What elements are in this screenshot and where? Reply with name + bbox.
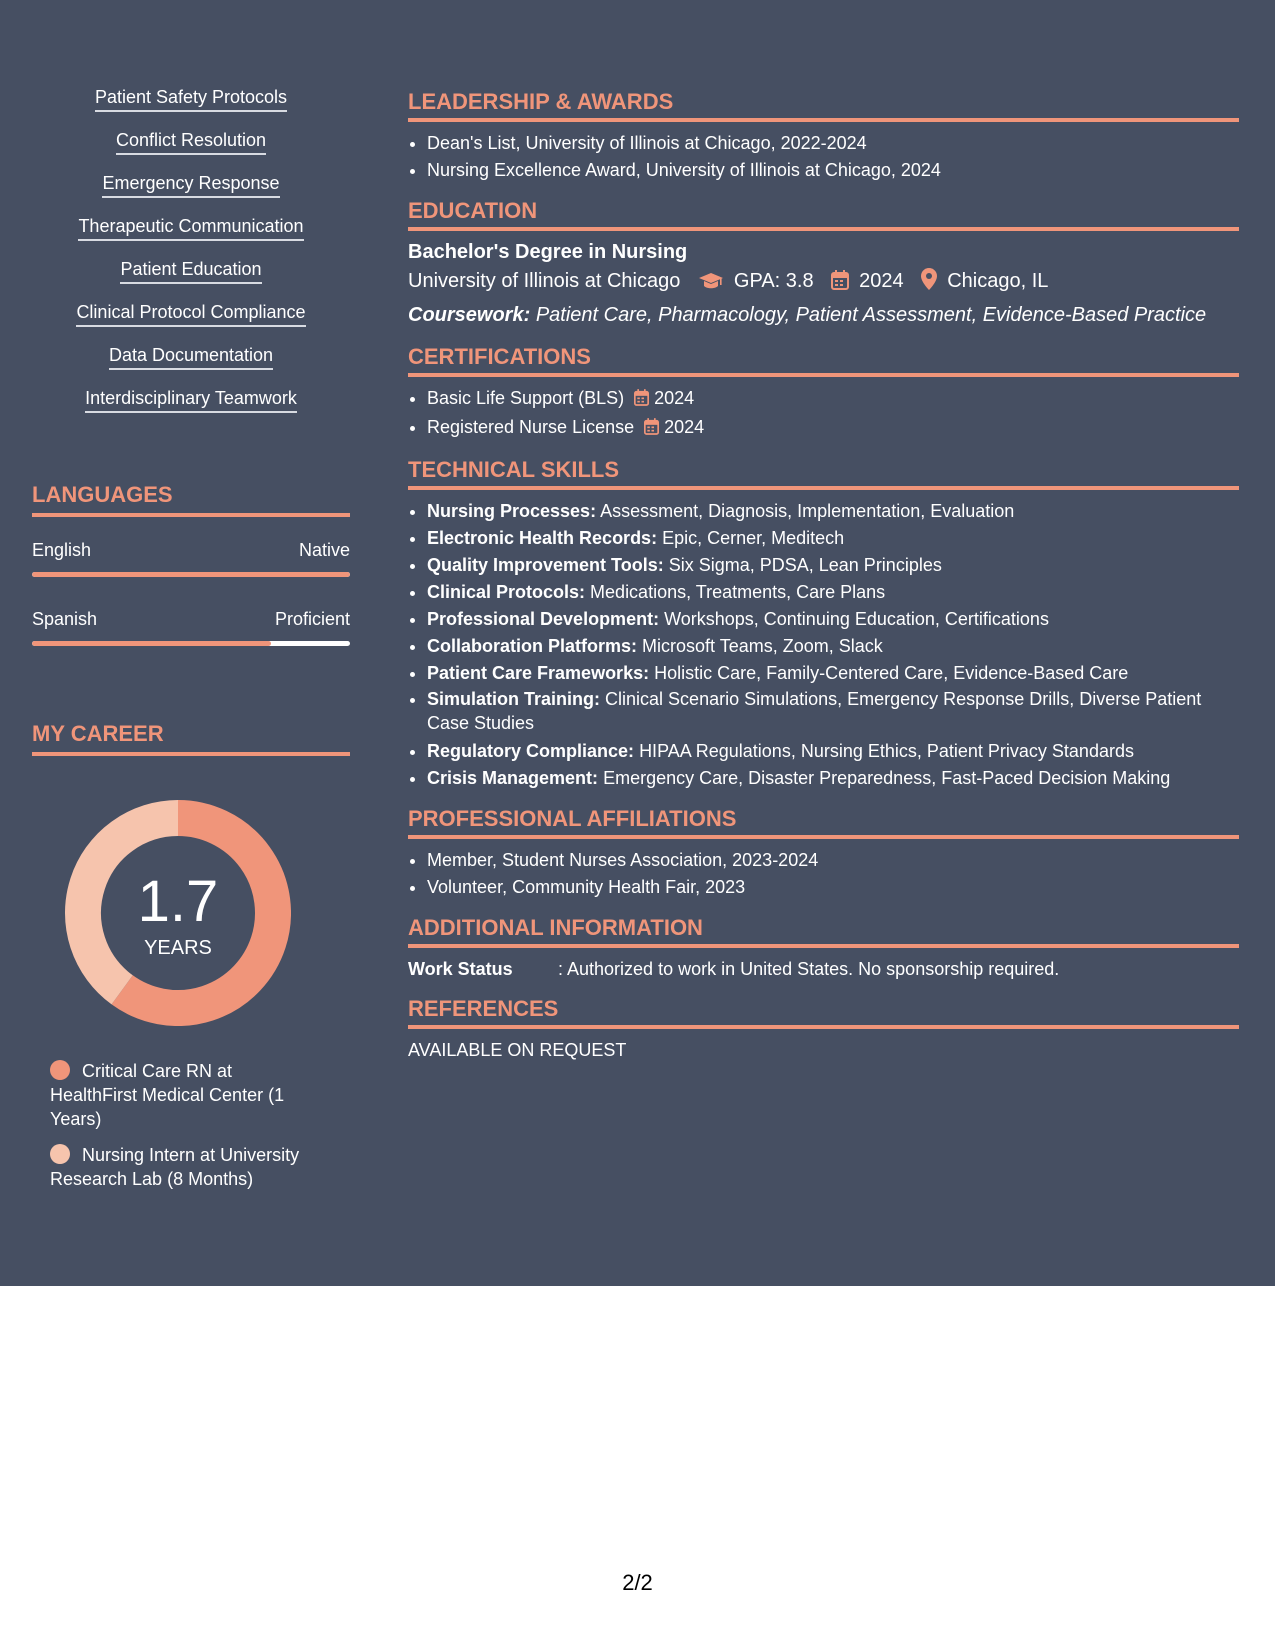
legend-dot: [50, 1144, 70, 1164]
certification-name: Registered Nurse License: [427, 417, 635, 437]
skill-item: [427, 765, 1239, 792]
strength-item: Conflict Resolution: [116, 129, 266, 155]
skill-value: Six Sigma, PDSA, Lean Principles: [668, 555, 942, 575]
skill-value: Medications, Treatments, Care Plans: [590, 582, 886, 602]
skill-value: Assessment, Diagnosis, Implementation, Evaluation: [600, 501, 1015, 521]
language-bar-fill: [32, 641, 271, 646]
work-status-value: : Authorized to work in United States. No sponsorship required.: [558, 959, 1060, 979]
page-number: 2/2: [622, 1570, 653, 1595]
degree-title: Bachelor's Degree in Nursing: [408, 241, 688, 263]
education-details: [408, 265, 1239, 300]
references-section: [408, 995, 1239, 1063]
strengths-list: [32, 86, 350, 430]
skill-value: Workshops, Continuing Education, Certifications: [664, 609, 1049, 629]
language-level: Native: [298, 540, 350, 560]
skill-label: Crisis Management:: [427, 768, 599, 788]
strength-item: Therapeutic Communication: [78, 215, 303, 241]
career-unit: YEARS: [144, 937, 212, 959]
main-column: [408, 88, 1239, 1076]
list-item: • Dean's List, University of Illinois at Chicago, 2022-2024: [427, 130, 1239, 157]
career-heading: MY CAREER: [32, 720, 350, 756]
skill-item: [427, 525, 1239, 552]
affiliations-heading: PROFESSIONAL AFFILIATIONS: [408, 805, 1239, 839]
legend-label: Nursing Intern at University Research Lab (8 Months): [50, 1145, 300, 1189]
work-status: [408, 956, 1239, 982]
coursework-value: Patient Care, Pharmacology, Patient Assessment, Evidence-Based Practice: [535, 304, 1207, 326]
career-total: 1.7: [137, 869, 219, 934]
career-legend-item: [50, 1143, 320, 1191]
language-name: English: [32, 540, 92, 560]
education-heading: EDUCATION: [408, 197, 1239, 231]
references-text: AVAILABLE ON REQUEST: [408, 1040, 627, 1060]
skill-item: [427, 633, 1239, 660]
additional-info-heading: ADDITIONAL INFORMATION: [408, 914, 1239, 948]
skill-item: [427, 552, 1239, 579]
skill-label: Collaboration Platforms:: [427, 636, 638, 656]
skill-label: Clinical Protocols:: [427, 582, 586, 602]
location-pin-icon: [921, 268, 937, 300]
work-status-label: Work Status: [408, 959, 513, 979]
skill-value: Holistic Care, Family-Centered Care, Evidence-Based Care: [654, 663, 1129, 683]
skill-item: [427, 687, 1239, 735]
skill-value: Clinical Scenario Simulations, Emergency Response Drills, Diverse Patient Case Studies: [427, 689, 1202, 733]
career-legend-item: [50, 1059, 320, 1131]
school-name: University of Illinois at Chicago: [408, 270, 681, 292]
leadership-section: [408, 88, 1239, 184]
skill-value: Microsoft Teams, Zoom, Slack: [642, 636, 883, 656]
references-heading: REFERENCES: [408, 995, 1239, 1029]
certifications-heading: CERTIFICATIONS: [408, 343, 1239, 377]
language-level: Proficient: [274, 609, 350, 629]
gpa: GPA: 3.8: [733, 270, 814, 292]
education-section: [408, 197, 1239, 330]
graduation-year: 2024: [859, 270, 904, 292]
career-legend: [50, 1059, 320, 1203]
language-bar-fill: [32, 572, 350, 577]
graduation-cap-icon: [698, 268, 724, 300]
certification-year: 2024: [664, 417, 705, 437]
skill-label: Professional Development:: [427, 609, 660, 629]
certification-name: Basic Life Support (BLS): [427, 388, 625, 408]
skill-item: [427, 579, 1239, 606]
leadership-heading: LEADERSHIP & AWARDS: [408, 88, 1239, 122]
certification-year: 2024: [654, 388, 695, 408]
language-name: Spanish: [32, 609, 98, 629]
skill-label: Patient Care Frameworks:: [427, 663, 650, 683]
skill-item: [427, 660, 1239, 687]
legend-dot: [50, 1060, 70, 1080]
legend-label: Critical Care RN at HealthFirst Medical Center (1 Years): [50, 1061, 285, 1129]
skill-label: Simulation Training:: [427, 689, 601, 709]
list-item: • Nursing Excellence Award, University of Illinois at Chicago, 2024: [427, 157, 1239, 184]
skill-value: HIPAA Regulations, Nursing Ethics, Patient Privacy Standards: [639, 741, 1134, 761]
additional-info-section: [408, 914, 1239, 982]
language-bar: [32, 641, 350, 646]
language-bar: [32, 572, 350, 577]
languages-heading: LANGUAGES: [32, 481, 350, 517]
skill-label: Regulatory Compliance:: [427, 741, 635, 761]
skill-item: [427, 498, 1239, 525]
affiliations-section: [408, 805, 1239, 901]
technical-skills-section: [408, 456, 1239, 792]
list-item: • Member, Student Nurses Association, 2023-2024: [427, 847, 1239, 874]
location: Chicago, IL: [947, 270, 1049, 292]
language-english: [32, 539, 350, 577]
strength-item: Patient Safety Protocols: [95, 86, 287, 112]
list-item: • Volunteer, Community Health Fair, 2023: [427, 874, 1239, 901]
strength-item: Emergency Response: [102, 172, 279, 198]
skill-value: Emergency Care, Disaster Preparedness, Fast-Paced Decision Making: [603, 768, 1171, 788]
skill-item: [427, 738, 1239, 765]
career-donut-chart: [65, 800, 291, 1026]
technical-skills-heading: TECHNICAL SKILLS: [408, 456, 1239, 490]
skill-label: Nursing Processes:: [427, 501, 597, 521]
calendar-icon: [831, 268, 849, 300]
calendar-icon: [644, 416, 659, 443]
strength-item: Patient Education: [120, 258, 261, 284]
calendar-icon: [634, 387, 649, 414]
certifications-section: [408, 343, 1239, 443]
skill-label: Quality Improvement Tools:: [427, 555, 664, 575]
skill-label: Electronic Health Records:: [427, 528, 658, 548]
strength-item: Data Documentation: [109, 344, 273, 370]
strength-item: Interdisciplinary Teamwork: [85, 387, 297, 413]
skill-item: [427, 606, 1239, 633]
list-item: [427, 414, 1239, 443]
coursework: [408, 300, 1239, 330]
list-item: [427, 385, 1239, 414]
language-spanish: [32, 608, 350, 646]
skill-value: Epic, Cerner, Meditech: [662, 528, 845, 548]
coursework-label: Coursework:: [408, 304, 531, 326]
strength-item: Clinical Protocol Compliance: [76, 301, 305, 327]
